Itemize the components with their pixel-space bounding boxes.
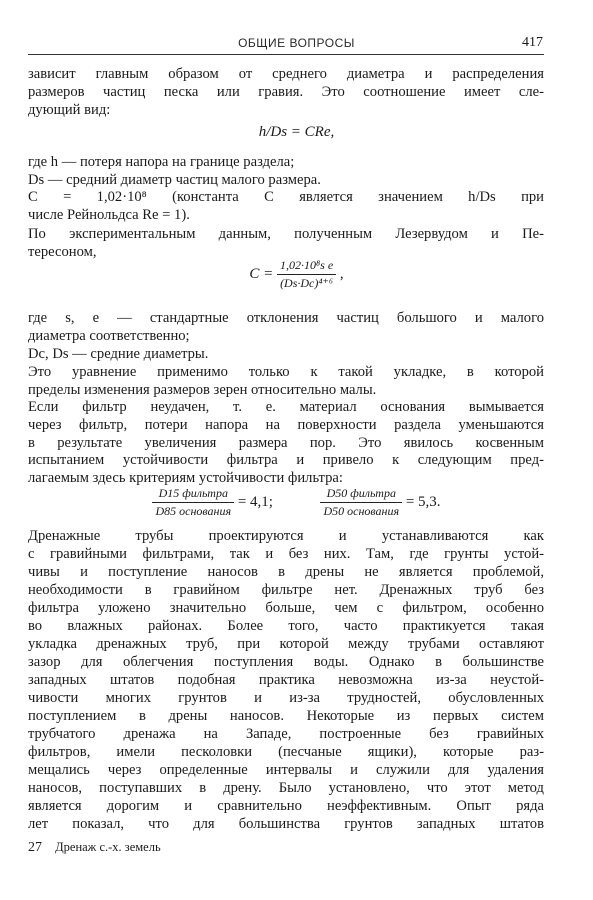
text-line: необходимости в гравийном фильтре нет. Дренажных труб без (28, 582, 544, 598)
text-line: дующий вид: (28, 102, 111, 118)
text-line: чивости многих грунтов и из-за трудностей, обусловленных (28, 690, 544, 706)
text-line: диаметра соответственно; (28, 328, 190, 344)
text-line: фильтров, имели песколовки (песчаные ящики), которые раз- (28, 744, 544, 760)
text-line: Это уравнение применимо только к такой укладке, в которой (28, 364, 544, 380)
text-line: Дренажные трубы проектируются и устанавливаются как (28, 528, 544, 544)
text-line: является дорогим и сравнительно неэффективным. Опыт ряда (28, 798, 544, 814)
criterion-denominator: D50 основания (323, 504, 400, 518)
text-line: Если фильтр неудачен, т. е. материал основания вымывается (28, 399, 544, 415)
text-line: зависит главным образом от среднего диаметра и распределения (28, 66, 544, 82)
text-line: где s, e — стандартные отклонения частиц большого и малого (28, 310, 544, 326)
text-line: лет показал, что для большинства грунтов западных штатов (28, 816, 544, 832)
text-line: Ds — средний диаметр частиц малого размера. (28, 172, 321, 188)
text-line: мещались через определенные интервалы и служили для удаления (28, 762, 544, 778)
text-line: C = 1,02·10⁸ (константа C является значением h/Ds при (28, 189, 544, 205)
formula-constant-c (0, 258, 593, 291)
text-line: через фильтр, потери напора на поверхности раздела уменьшаются (28, 417, 544, 433)
signature-number: 27 (28, 840, 42, 855)
text-line: в результате увеличения размера пор. Это явилось косвенным (28, 435, 544, 451)
text-line: Dc, Ds — средние диаметры. (28, 346, 209, 362)
signature-footer (28, 840, 161, 856)
formula-lhs: C = (249, 265, 274, 282)
text-line: поступлением в дрены наносов. Некоторые из первых систем (28, 708, 544, 724)
text-line: где h — потеря напора на границе раздела; (28, 154, 295, 170)
text-line: фильтра уложено значительно больше, чем с фильтром, особенно (28, 600, 544, 616)
formula-h-over-ds: h/Ds = CRe, (258, 124, 335, 140)
text-line: с гравийными фильтрами, так и без них. Там, где грунты устой- (28, 546, 544, 562)
text-line: размеров частиц песка или гравия. Это соотношение имеет сле- (28, 84, 544, 100)
text-line: чивы и поступление наносов в дрены не является проблемой, (28, 564, 544, 580)
formula-numerator: 1,02·10⁸s e (277, 258, 336, 275)
formula-tail: , (339, 265, 344, 282)
text-line: тересоном, (28, 244, 97, 260)
signature-text: Дренаж с.-х. земель (55, 840, 161, 854)
criterion-denominator: D85 основания (155, 504, 232, 518)
header-rule (28, 54, 544, 55)
page-number: 417 (522, 35, 543, 50)
criterion-value: = 5,3. (405, 493, 441, 510)
text-line: трубчатого дренажа на Западе, построенные без гравийных (28, 726, 544, 742)
text-line: пределы изменения размеров зерен относительно малы. (28, 382, 377, 398)
text-line: наносов, поступавших в дрену. Было установлено, что этот метод (28, 780, 544, 796)
formula-denominator: (Ds·Dc)⁴⁺⁶ (280, 276, 334, 290)
text-line: укладка дренажных труб, при которой между трубами оставляют (28, 636, 544, 652)
text-line: испытанием устойчивости фильтра и привело к следующим пред- (28, 452, 544, 468)
text-line: во влажных районах. Более того, часто практикуется такая (28, 618, 544, 634)
criterion-value: = 4,1; (237, 493, 273, 510)
formula-fraction (277, 258, 336, 291)
running-header-title: ОБЩИЕ ВОПРОСЫ (238, 36, 355, 50)
filter-criteria-formulas (0, 486, 593, 519)
criterion-numerator: D50 фильтра (320, 486, 402, 503)
text-line: лагаемым здесь критериям устойчивости фильтра: (28, 470, 343, 486)
text-line: зазор для облегчения поступления воды. Однако в большинстве (28, 654, 544, 670)
criterion-fraction-d50 (320, 486, 402, 519)
text-line: По экспериментальным данным, полученным Лезервудом и Пе- (28, 226, 544, 242)
criterion-numerator: D15 фильтра (152, 486, 234, 503)
text-line: числе Рейнольдса Re = 1). (28, 207, 190, 223)
text-line: западных штатов подобная практика невозможна из-за неустой- (28, 672, 544, 688)
criterion-fraction-d15 (152, 486, 234, 519)
